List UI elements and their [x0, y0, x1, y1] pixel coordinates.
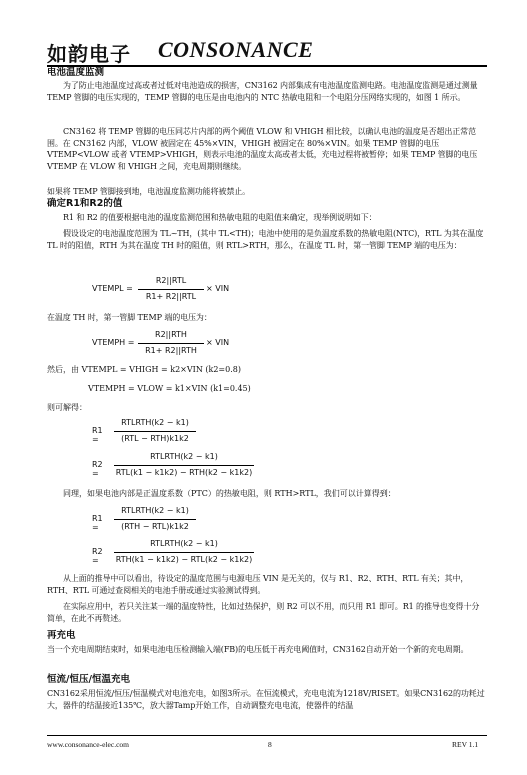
- paragraph-temp-3: 如果将 TEMP 管脚接到地，电池温度监测功能将被禁止。: [47, 187, 251, 196]
- paragraph-recharge: 当一个充电周期结束时，如果电池电压检测输入端(FB)的电压低于再充电阈值时，CN3162自动开始一个新的充电周期。: [47, 645, 469, 654]
- eq5-fraction-bar: [114, 519, 196, 520]
- brand-logo-text: CONSONANCE: [158, 37, 314, 62]
- eq1-tail: × VIN: [206, 284, 230, 293]
- footer-page-number: 8: [268, 740, 272, 749]
- eq2-numerator: R2||RTH: [155, 330, 187, 339]
- paragraph-r-5: VTEMPH = VLOW = k1×VIN (k1=0.45): [88, 384, 251, 393]
- eq5-lhs: R1 =: [92, 514, 103, 532]
- eq3-numerator: RTLRTH(k2 − k1): [121, 418, 189, 427]
- eq1-numerator: R2||RTL: [155, 276, 187, 285]
- eq3-denominator: (RTL − RTH)k1k2: [121, 434, 189, 443]
- eq3-lhs: R1 =: [92, 426, 103, 444]
- eq4-numerator: RTLRTH(k2 − k1): [150, 452, 218, 461]
- paragraph-r-2: 假设设定的电池温度范围为 TL~TH，(其中 TL<TH)；电池中使用的是负温度系数的热敏电阻(NTC)，RTL 为其在温度 TL 时的阻值，RTH 为其在温度 TH 时的阻值，则 RTL>RTH，那么，在温度 TL 时，第一管脚 TEMP 端的电压为：: [47, 229, 484, 250]
- paragraph-temp-2: CN3162 将 TEMP 管脚的电压同芯片内部的两个阈值 VLOW 和 VHIGH 相比较，以确认电池的温度是否超出正常范围。在 CN3162 内部，VLOW 被固定在 45%×VIN，VHIGH 被固定在 80%×VIN。如果 TEMP 管脚的电压 VTEMP<VLOW 或者 VTEMP>VHIGH，则表示电池的温度太高或者太低，充电过程将被暂停；如果 TEMP 管脚的电压 VTEMP 在 VLOW 和 VHIGH 之间，充电周期则继续。: [47, 127, 478, 171]
- heading-recharge: 再充电: [47, 630, 76, 641]
- eq2-lhs: VTEMPH =: [92, 338, 135, 347]
- eq2-denominator: R1+ R2||RTH: [145, 346, 197, 355]
- eq1-fraction-bar: [138, 289, 204, 290]
- eq6-fraction-bar: [114, 552, 254, 553]
- eq1-lhs: VTEMPL =: [92, 284, 133, 293]
- eq3-fraction-bar: [114, 431, 196, 432]
- paragraph-r-4: 然后，由 VTEMPL = VHIGH = k2×VIN (k2=0.8): [47, 365, 241, 374]
- heading-temp-monitor: 电池温度监测: [47, 67, 105, 78]
- paragraph-r-6: 则可解得：: [47, 403, 87, 412]
- eq5-denominator: (RTH − RTL)k1k2: [121, 522, 189, 531]
- paragraph-temp-1: 为了防止电池温度过高或者过低对电池造成的损害，CN3162 内部集成有电池温度监测电路。电池温度监测是通过测量 TEMP 管脚的电压实现的，TEMP 管脚的电压是由电池内的 NTC 热敏电阻和一个电阻分压网络实现的，如图 1 所示。: [47, 81, 478, 102]
- footer-rule: [47, 735, 487, 736]
- brand-chinese: 如韵电子: [47, 42, 131, 66]
- paragraph-cc-cv-ct: CN3162采用恒流/恒压/恒温模式对电池充电，如图3所示。在恒流模式，充电电流为1218V/RISET。如果CN3162的功耗过大，器件的结温接近135℃，放大器Tamp开始工作，自动调整充电电流，使器件的结温: [47, 689, 485, 710]
- eq6-lhs: R2 =: [92, 547, 103, 565]
- header-rule: [47, 65, 487, 67]
- eq4-lhs: R2 =: [92, 460, 103, 478]
- paragraph-r-1: R1 和 R2 的值要根据电池的温度监测范围和热敏电阻的电阻值来确定，现举例说明如下：: [63, 213, 377, 222]
- heading-r1-r2: 确定R1和R2的值: [47, 198, 123, 209]
- footer-revision: REV 1.1: [452, 740, 479, 749]
- page-header: [47, 36, 487, 66]
- eq1-denominator: R1+ R2||RTL: [145, 292, 197, 301]
- eq5-numerator: RTLRTH(k2 − k1): [121, 506, 189, 515]
- eq4-denominator: RTL(k1 − k1k2) − RTH(k2 − k1k2): [115, 468, 253, 477]
- paragraph-r-3: 在温度 TH 时，第一管脚 TEMP 端的电压为：: [47, 313, 212, 322]
- eq2-fraction-bar: [138, 343, 204, 344]
- paragraph-r-8: 从上面的推导中可以看出，待设定的温度范围与电源电压 VIN 是无关的，仅与 R1、R2、RTH、RTL 有关；其中，RTH、RTL 可通过查阅相关的电池手册或通过实验测试得到。: [47, 574, 469, 595]
- eq6-denominator: RTH(k1 − k1k2) − RTL(k2 − k1k2): [115, 555, 253, 564]
- footer-website: www.consonance-elec.com: [47, 740, 129, 749]
- paragraph-r-7: 同理，如果电池内部是正温度系数（PTC）的热敏电阻，则 RTH>RTL，我们可以计算得到：: [63, 489, 396, 498]
- heading-cc-cv-ct: 恒流/恒压/恒温充电: [47, 674, 130, 685]
- paragraph-r-9: 在实际应用中，若只关注某一端的温度特性，比如过热保护，则 R2 可以不用，而只用 R1 即可。R1 的推导也变得十分简单，在此不再赘述。: [47, 602, 480, 623]
- eq2-tail: × VIN: [206, 338, 230, 347]
- eq4-fraction-bar: [114, 465, 254, 466]
- eq6-numerator: RTLRTH(k2 − k1): [150, 539, 218, 548]
